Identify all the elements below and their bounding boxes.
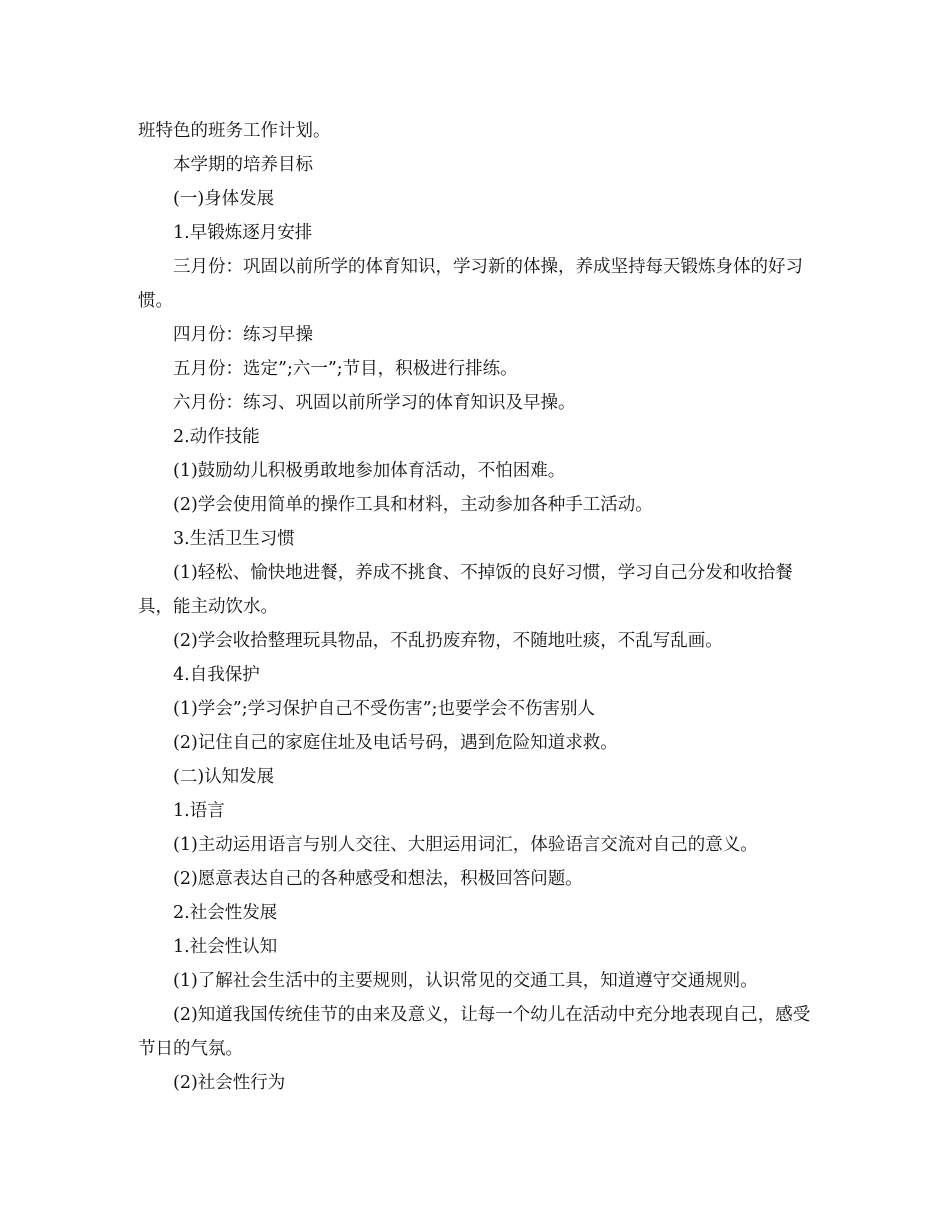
paragraph: (2)愿意表达自己的各种感受和想法，积极回答问题。 (173, 869, 583, 889)
paragraph: (2)学会使用简单的操作工具和材料，主动参加各种手工活动。 (173, 495, 653, 515)
paragraph: 2.社会性发展 (173, 903, 278, 923)
paragraph: 1.早锻炼逐月安排 (173, 223, 313, 243)
document-body (138, 114, 818, 1100)
paragraph: 六月份：练习、巩固以前所学习的体育知识及早操。 (173, 393, 576, 413)
paragraph: (1)轻松、愉快地进餐，养成不挑食、不掉饭的良好习惯，学习自己分发和收拾餐具，能主动饮水。 (138, 563, 793, 617)
paragraph: (1)学会”;学习保护自己不受伤害”;也要学会不伤害别人 (173, 699, 595, 719)
paragraph: (1)了解社会生活中的主要规则，认识常见的交通工具，知道遵守交通规则。 (173, 971, 758, 991)
paragraph: 四月份：练习早操 (173, 325, 313, 345)
paragraph: 4.自我保护 (173, 665, 260, 685)
paragraph: 本学期的培养目标 (173, 155, 313, 175)
paragraph: (2)学会收拾整理玩具物品，不乱扔废弃物，不随地吐痰，不乱写乱画。 (173, 631, 723, 651)
paragraph: (1)鼓励幼儿积极勇敢地参加体育活动，不怕困难。 (173, 461, 566, 481)
paragraph: 2.动作技能 (173, 427, 260, 447)
paragraph: 3.生活卫生习惯 (173, 529, 295, 549)
paragraph: (二)认知发展 (173, 767, 275, 787)
paragraph: (2)知道我国传统佳节的由来及意义，让每一个幼儿在活动中充分地表现自己，感受节日的气氛。 (138, 1005, 811, 1059)
paragraph: 1.语言 (173, 801, 225, 821)
paragraph: (一)身体发展 (173, 189, 275, 209)
paragraph: 五月份：选定”;六一”;节目，积极进行排练。 (173, 359, 518, 379)
paragraph: 1.社会性认知 (173, 937, 278, 957)
paragraph: (1)主动运用语言与别人交往、大胆运用词汇，体验语言交流对自己的意义。 (173, 835, 758, 855)
paragraph: 班特色的班务工作计划。 (138, 121, 331, 141)
paragraph: (2)记住自己的家庭住址及电话号码，遇到危险知道求救。 (173, 733, 618, 753)
paragraph: (2)社会性行为 (173, 1073, 286, 1093)
paragraph: 三月份：巩固以前所学的体育知识，学习新的体操，养成坚持每天锻炼身体的好习惯。 (138, 257, 803, 311)
